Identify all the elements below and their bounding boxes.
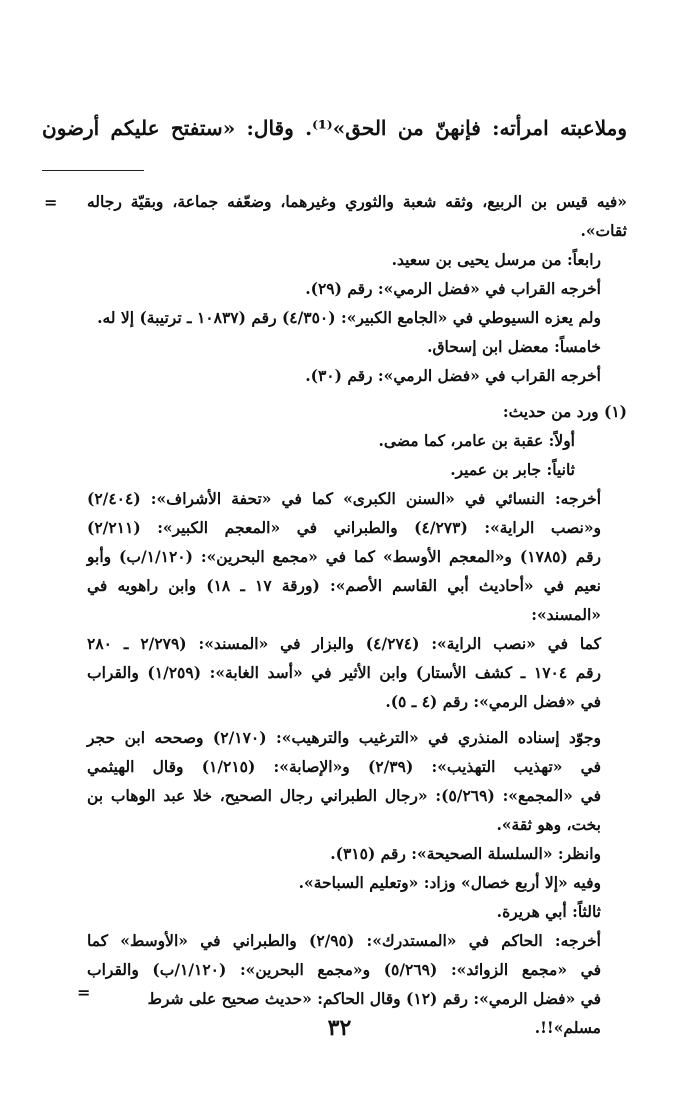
- footnote-line: في «مجمع الزوائد»: (٥/٢٦٩) و«مجمع البحرين»: (١/١٢٠/ب) والقراب: [87, 960, 601, 979]
- footnote-line: وفيه «إلا أربع خصال» وزاد: «وتعليم السباحة».: [298, 873, 601, 892]
- footnote-line: رقم ١٧٠٤ ـ كشف الأستار) وابن الأثير في «أسد الغابة»: (١/٢٥٩) والقراب: [87, 663, 601, 682]
- footnote-line: كما في «نصب الراية»: (٤/٢٧٤) والبزار في «المسند»: (٢/٢٧٩ ـ ٢٨٠: [87, 634, 601, 653]
- footnote-line: في «فضل الرمي»: رقم (٤ ـ ٥).: [385, 692, 601, 711]
- main-text-line: وملاعبته امرأته: فإنهنّ من الحق»⁽¹⁾. وقال: «ستفتح عليكم أرضون: [42, 116, 627, 140]
- footnote-line: وجوّد إسناده المنذري في «الترغيب والترهيب»: (٢/١٧٠) وصححه ابن حجر: [87, 728, 601, 747]
- footnote-line: نعيم في «أحاديث أبي القاسم الأصم»: (ورقة ١٧ ـ ١٨) وابن راهويه في «المسند»:: [87, 576, 601, 624]
- end-continuation-marker: =: [77, 983, 91, 1002]
- footnote-line: «فيه قيس بن الربيع، وثقه شعبة والثوري وغيرهما، وضعّفه جماعة، وبقيّة رجاله: [87, 192, 627, 211]
- footnote-line: ثالثاً: أبي هريرة.: [496, 902, 601, 921]
- footnote-line: رابعاً: من مرسل يحيى بن سعيد.: [391, 250, 601, 269]
- footnote-number-line: (١) ورد من حديث:: [502, 402, 627, 421]
- footnote-line: و«نصب الراية»: (٤/٢٧٣) والطبراني في «المعجم الكبير»: (٢/٢١١): [87, 518, 601, 537]
- footnote-line: ثقات».: [580, 221, 627, 240]
- footnote-line: بخت، وهو ثقة».: [496, 815, 601, 834]
- footnote-line: ولم يعزه السيوطي في «الجامع الكبير»: (٤/٣٥٠) رقم (١٠٨٣٧ ـ ترتيبة) إلا له.: [97, 308, 601, 327]
- footnotes: [87, 187, 627, 1042]
- footnote-divider: [42, 170, 144, 171]
- footnote-line: أخرجه: الحاكم في «المستدرك»: (٢/٩٥) والطبراني في «الأوسط» كما: [87, 931, 601, 950]
- footnote-line: في «فضل الرمي»: رقم (١٢) وقال الحاكم: «حديث صحيح على شرط مسلم»!!.: [147, 989, 601, 1037]
- footnote-line: ثانياً: جابر بن عمير.: [450, 460, 575, 479]
- footnote-line: وانظر: «السلسلة الصحيحة»: رقم (٣١٥).: [330, 844, 601, 863]
- footnote-line: في «تهذيب التهذيب»: (٢/٣٩) و«الإصابة»: (١/٢١٥) وقال الهيثمي: [87, 757, 601, 776]
- page-number: ٣٢: [327, 1015, 352, 1041]
- footnote-line: أخرجه القراب في «فضل الرمي»: رقم (٣٠).: [305, 366, 601, 385]
- footnote-line: أخرجه القراب في «فضل الرمي»: رقم (٢٩).: [305, 279, 601, 298]
- footnote-line: أولاً: عقبة بن عامر، كما مضى.: [378, 431, 575, 450]
- footnote-line: في «المجمع»: (٥/٢٦٩): «رجال الطبراني رجال الصحيح، خلا عبد الوهاب بن: [87, 786, 602, 805]
- footnote-line: رقم (١٧٨٥) و«المعجم الأوسط» كما في «مجمع البحرين»: (١/١٢٠/ب) وأبو: [87, 547, 601, 566]
- footnote-line: أخرجه: النسائي في «السنن الكبرى» كما في «تحفة الأشراف»: (٢/٤٠٤): [87, 489, 601, 508]
- continuation-marker: =: [44, 193, 58, 212]
- footnote-line: خامساً: معضل ابن إسحاق.: [427, 337, 601, 356]
